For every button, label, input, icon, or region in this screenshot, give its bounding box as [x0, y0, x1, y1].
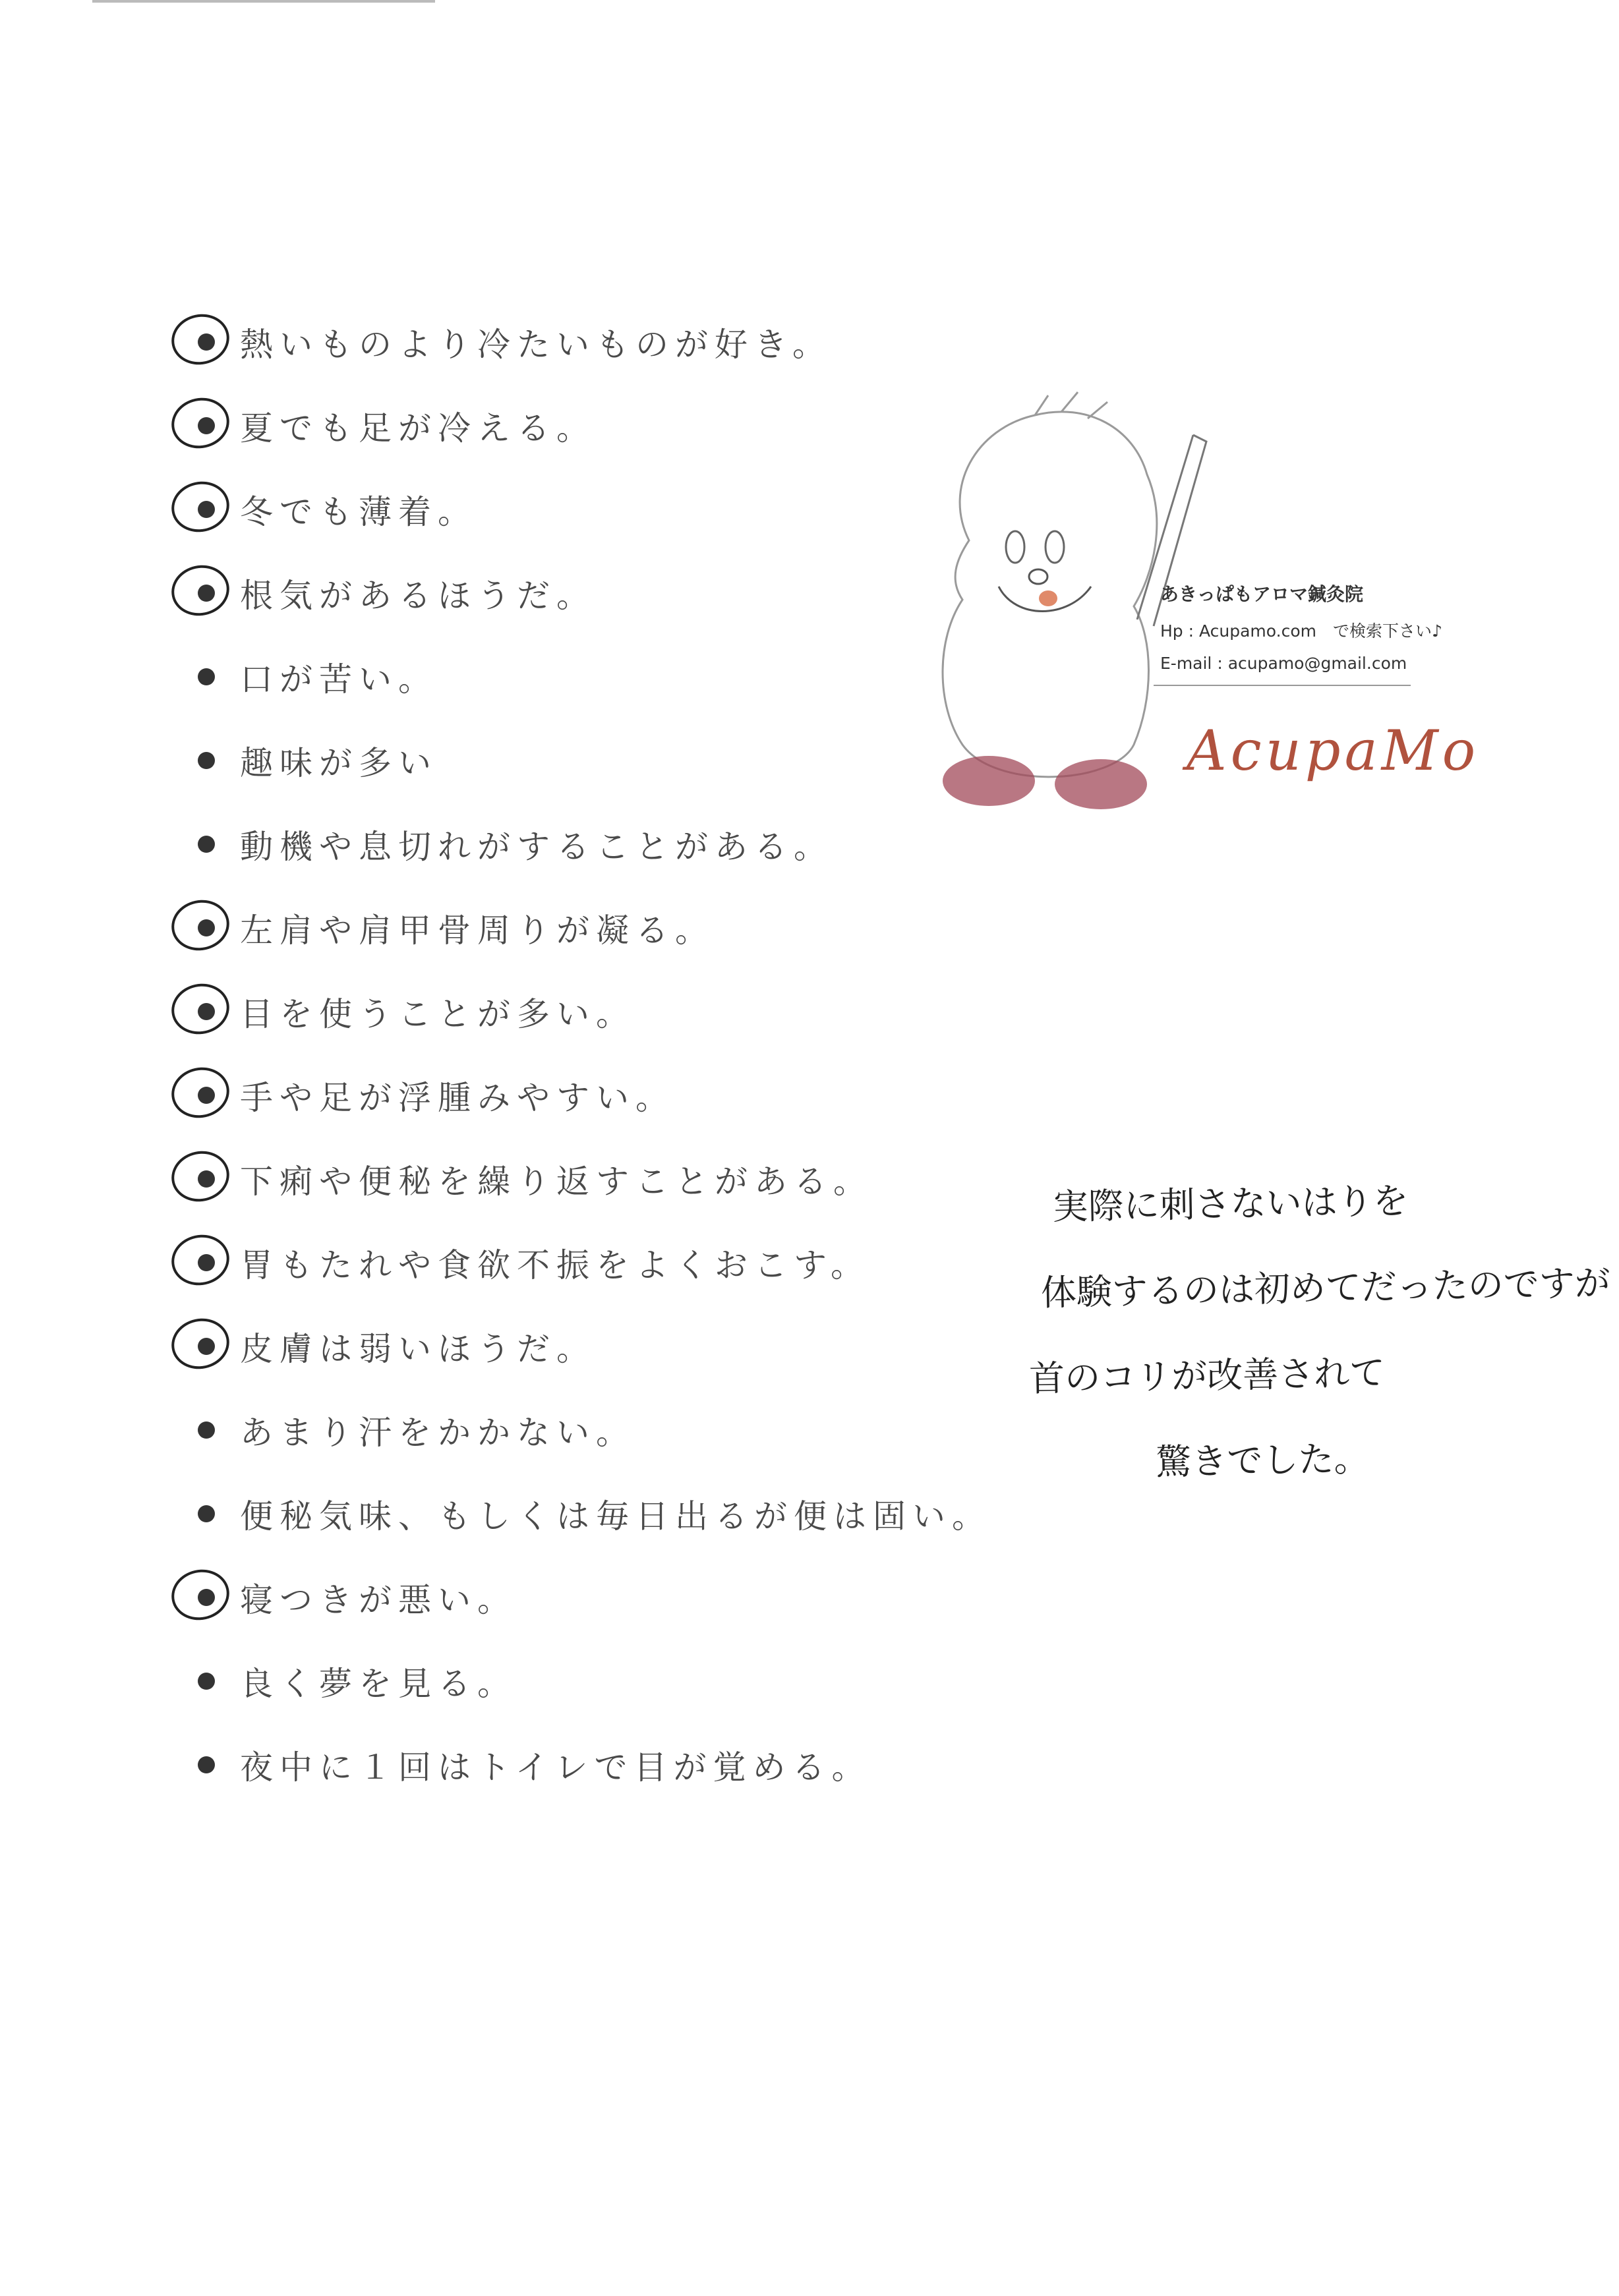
checklist-item-label: 便秘気味、もしくは毎日出るが便は固い。 — [240, 1497, 991, 1535]
checklist-item — [198, 886, 991, 969]
checklist-item-label: 皮膚は弱いほうだ。 — [240, 1329, 596, 1368]
checklist-item-label: 夜中に１回はトイレで目が覚める。 — [240, 1748, 871, 1787]
checklist-item — [198, 1472, 991, 1555]
checklist-item-label: 冬でも薄着。 — [240, 492, 477, 531]
top-edge-line — [92, 0, 435, 3]
note-line: 驚きでした。 — [1155, 1437, 1370, 1483]
bullet-icon — [198, 1505, 215, 1522]
checklist-item-label: 左肩や肩甲骨周りが凝る。 — [240, 911, 715, 950]
checklist-item-label: あまり汗をかかない。 — [240, 1413, 635, 1452]
checklist-item — [198, 551, 991, 635]
checklist-item — [198, 635, 991, 718]
note-line: 体験するのは初めてだったのですが — [1040, 1262, 1611, 1314]
clinic-email: E-mail : acupamo@gmail.com — [1160, 654, 1407, 673]
checklist-item-label: 目を使うことが多い。 — [240, 994, 635, 1033]
checklist-item — [198, 1220, 991, 1304]
checklist-item — [198, 969, 991, 1053]
checklist-item — [198, 384, 991, 467]
bullet-icon — [198, 1254, 215, 1271]
bullet-icon — [198, 417, 215, 434]
note-line: 首のコリが改善されて — [1028, 1352, 1386, 1400]
brand-logo: AcupaMo — [1187, 718, 1480, 783]
bullet-icon — [198, 668, 215, 685]
symptom-checklist — [198, 300, 991, 1806]
clinic-hp: Hp : Acupamo.com で検索下さい♪ — [1160, 621, 1442, 641]
checklist-item-label: 動機や息切れがすることがある。 — [240, 827, 833, 866]
checklist-item-label: 根気があるほうだ。 — [240, 576, 596, 615]
checklist-item — [198, 802, 991, 886]
bullet-icon — [198, 1170, 215, 1188]
checklist-item-label: 趣味が多い — [240, 743, 438, 782]
clinic-card — [1160, 580, 1442, 685]
checklist-item — [198, 718, 991, 802]
bullet-icon — [198, 501, 215, 518]
clinic-name: あきっぱもアロマ鍼灸院 — [1160, 583, 1364, 605]
bullet-icon — [198, 752, 215, 769]
checklist-item — [198, 1555, 991, 1639]
checklist-item — [198, 1639, 991, 1723]
checklist-item-label: 下痢や便秘を繰り返すことがある。 — [240, 1162, 873, 1201]
checklist-item-label: 良く夢を見る。 — [240, 1664, 517, 1703]
checklist-item — [198, 300, 991, 384]
checklist-item-label: 口が苦い。 — [240, 660, 438, 699]
bullet-icon — [198, 1003, 215, 1020]
bullet-icon — [198, 836, 215, 853]
bullet-icon — [198, 1756, 215, 1773]
checklist-item — [198, 1304, 991, 1388]
checklist-item-label: 寝つきが悪い。 — [240, 1580, 517, 1619]
checklist-item — [198, 1723, 991, 1806]
note-line: 実際に刺さないはりを — [1052, 1180, 1409, 1228]
bullet-icon — [198, 1589, 215, 1606]
checklist-item — [198, 1053, 991, 1137]
checklist-item — [198, 1137, 991, 1220]
bullet-icon — [198, 1338, 215, 1355]
bullet-icon — [198, 1421, 215, 1439]
bullet-icon — [198, 1087, 215, 1104]
bullet-icon — [198, 333, 215, 351]
checklist-item — [198, 467, 991, 551]
checklist-item — [198, 1388, 991, 1472]
bullet-icon — [198, 585, 215, 602]
checklist-item-label: 熱いものより冷たいものが好き。 — [240, 325, 832, 364]
bullet-icon — [198, 919, 215, 936]
checklist-item-label: 手や足が浮腫みやすい。 — [240, 1078, 675, 1117]
handwritten-note — [1026, 1155, 1614, 1507]
checklist-item-label: 胃もたれや食欲不振をよくおこす。 — [240, 1246, 870, 1284]
bullet-icon — [198, 1673, 215, 1690]
checklist-item-label: 夏でも足が冷える。 — [240, 409, 596, 447]
